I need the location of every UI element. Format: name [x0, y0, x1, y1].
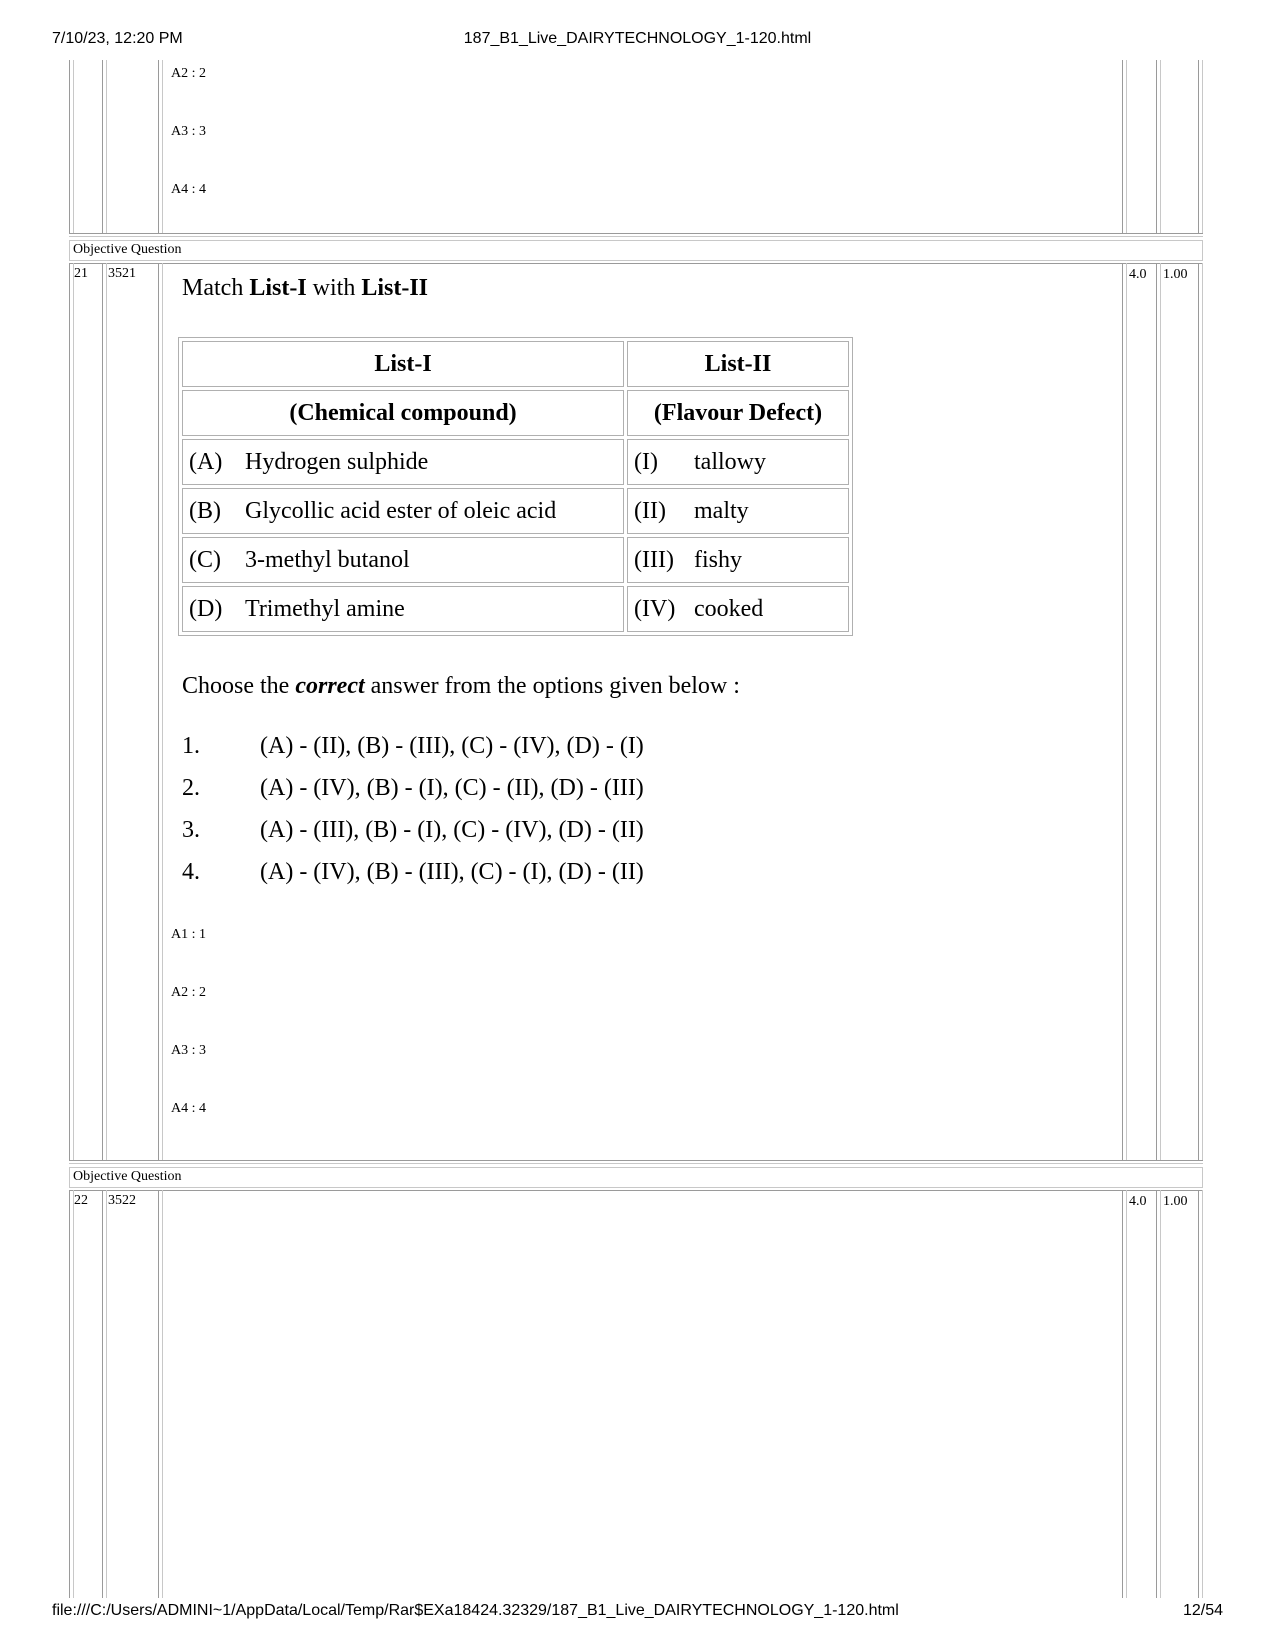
list2-item: cooked [694, 595, 764, 622]
q22-id: 3522 [108, 1193, 136, 1208]
q21-option-3: 3. (A) - (III), (B) - (I), (C) - (IV), (D) - (II) [182, 817, 644, 843]
match-table-subheader-row [182, 390, 849, 436]
list1-tag: (B) [189, 497, 221, 524]
list2-tag: (I) [634, 448, 658, 475]
print-datetime: 7/10/23, 12:20 PM [52, 30, 183, 47]
q21-option-1: 1. (A) - (II), (B) - (III), (C) - (IV), (D) - (I) [182, 733, 644, 759]
q22-marks: 4.0 [1129, 1194, 1147, 1209]
list1-tag: (A) [189, 448, 223, 475]
q21-section-label: Objective Question [73, 242, 182, 257]
q21-option-4: 4. (A) - (IV), (B) - (III), (C) - (I), (D) - (II) [182, 859, 644, 885]
list2-item: malty [694, 497, 749, 524]
list1-item: Hydrogen sulphide [245, 448, 429, 475]
list2-heading: List-II [627, 341, 849, 387]
list2-tag: (II) [634, 497, 666, 524]
table-row [182, 488, 849, 534]
match-table [178, 337, 853, 636]
list1-item: 3-methyl butanol [245, 546, 410, 573]
q22-number: 22 [74, 1193, 88, 1208]
list1-tag: (D) [189, 595, 223, 622]
q21-choose-instruction: Choose the correct answer from the options given below : [182, 673, 740, 699]
q21-answer-a4: A4 : 4 [171, 1101, 206, 1116]
list2-tag: (IV) [634, 595, 676, 622]
print-file-path: file:///C:/Users/ADMINI~1/AppData/Local/Temp/Rar$EXa18424.32329/187_B1_Live_DAIRYTECHNOLOGY_1-120.html [52, 1602, 899, 1619]
q21-stem: Match List-I with List-II [182, 275, 429, 301]
list2-subheading: (Flavour Defect) [627, 390, 849, 436]
q21-negative-marks: 1.00 [1163, 267, 1188, 282]
table-row [182, 439, 849, 485]
list1-tag: (C) [189, 546, 221, 573]
list1-item: Glycollic acid ester of oleic acid [245, 497, 557, 524]
list1-item: Trimethyl amine [245, 595, 405, 622]
q21-marks: 4.0 [1129, 267, 1147, 282]
q21-option-2: 2. (A) - (IV), (B) - (I), (C) - (II), (D) - (III) [182, 775, 644, 801]
list2-item: fishy [694, 546, 742, 573]
list1-subheading: (Chemical compound) [182, 390, 624, 436]
prev-answer-a2: A2 : 2 [171, 66, 206, 81]
print-filename: 187_B1_Live_DAIRYTECHNOLOGY_1-120.html [463, 30, 812, 47]
q21-answer-a3: A3 : 3 [171, 1043, 206, 1058]
match-table-header-row [182, 341, 849, 387]
list2-item: tallowy [694, 448, 766, 475]
q21-number: 21 [74, 266, 88, 281]
q21-answer-a1: A1 : 1 [171, 927, 206, 942]
prev-answer-a3: A3 : 3 [171, 124, 206, 139]
q21-answer-a2: A2 : 2 [171, 985, 206, 1000]
q22-section-label: Objective Question [73, 1169, 182, 1184]
list1-heading: List-I [182, 341, 624, 387]
prev-answer-a4: A4 : 4 [171, 182, 206, 197]
list2-tag: (III) [634, 546, 674, 573]
q22-negative-marks: 1.00 [1163, 1194, 1188, 1209]
print-page-number: 12/54 [1182, 1602, 1223, 1619]
table-row [182, 537, 849, 583]
q21-id: 3521 [108, 266, 136, 281]
table-row [182, 586, 849, 632]
